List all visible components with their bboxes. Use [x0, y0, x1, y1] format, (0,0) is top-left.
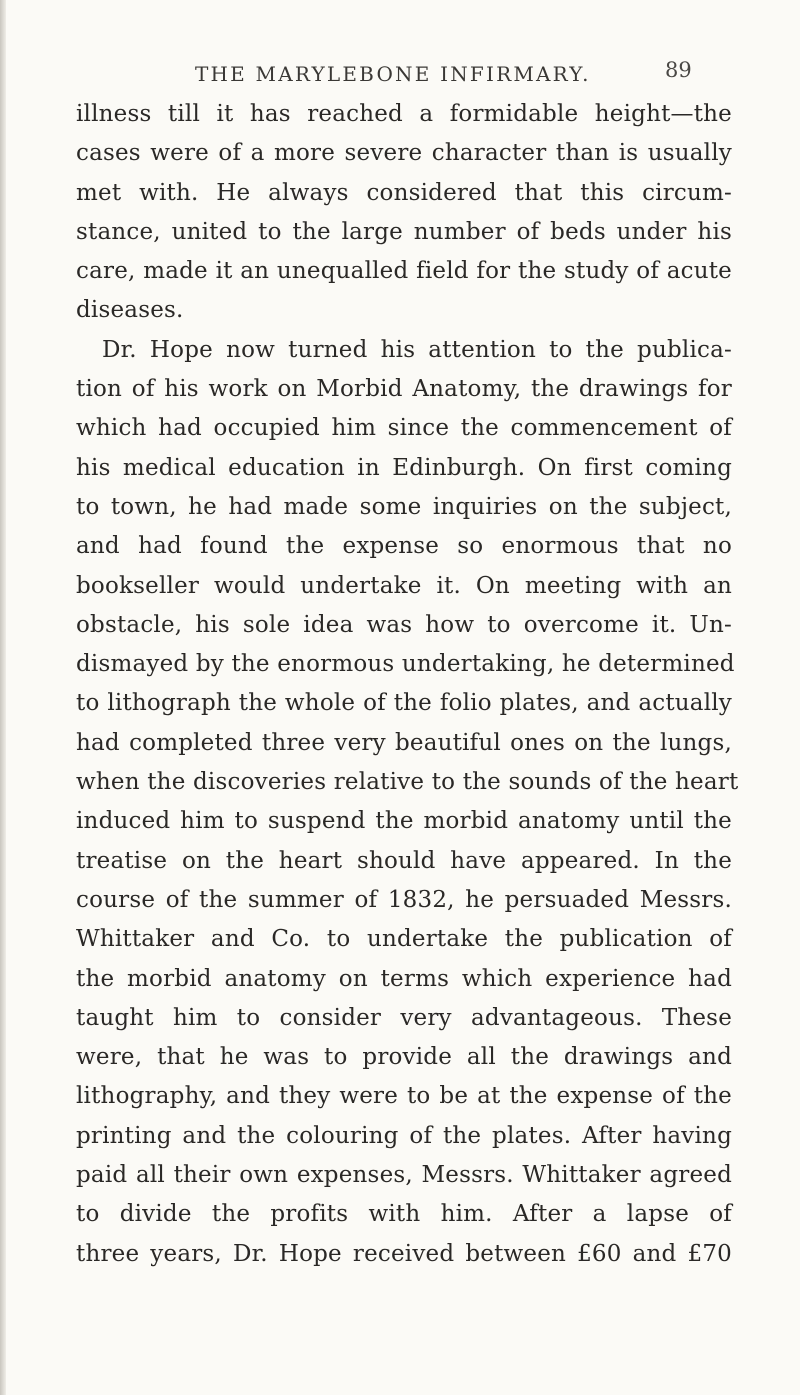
text-line: Dr. Hope now turned his attention to the publica-: [102, 336, 732, 363]
text-line: care, made it an unequalled field for the study of acute: [76, 258, 732, 285]
text-line: met with. He always considered that this circum-: [76, 179, 732, 206]
body-text: [76, 95, 739, 1274]
text-line: illness till it has reached a formidable height—the: [76, 101, 732, 127]
page-number: 89: [665, 58, 692, 82]
text-line: to town, he had made some inquiries on the subject,: [76, 493, 732, 520]
text-line: his medical education in Edinburgh. On first coming: [76, 454, 732, 481]
text-line: bookseller would undertake it. On meeting with an: [76, 572, 732, 599]
text-line: printing and the colouring of the plates. After having: [76, 1122, 732, 1149]
text-line: taught him to consider very advantageous. These: [76, 1004, 732, 1031]
text-line: tion of his work on Morbid Anatomy, the drawings for: [76, 376, 732, 403]
text-line: paid all their own expenses, Messrs. Whittaker agreed: [76, 1162, 732, 1189]
text-line: to lithograph the whole of the folio plates, and actually: [76, 690, 732, 717]
text-line: course of the summer of 1832, he persuaded Messrs.: [76, 886, 732, 913]
text-line: induced him to suspend the morbid anatomy until the: [76, 808, 732, 835]
text-line: diseases.: [76, 297, 184, 324]
text-line: Whittaker and Co. to undertake the publication of: [76, 926, 732, 953]
text-line: stance, united to the large number of beds under his: [76, 218, 732, 245]
text-line: cases were of a more severe character than is usually: [76, 140, 732, 167]
text-line: to divide the profits with him. After a lapse of: [76, 1201, 732, 1228]
text-line: and had found the expense so enormous that no: [76, 533, 732, 560]
text-line: had completed three very beautiful ones on the lungs,: [76, 729, 732, 756]
text-line: obstacle, his sole idea was how to overcome it. Un-: [76, 611, 732, 638]
text-line: lithography, and they were to be at the expense of the: [76, 1083, 732, 1110]
text-line: were, that he was to provide all the drawings and: [76, 1044, 732, 1071]
text-line: when the discoveries relative to the sounds of the heart: [76, 769, 739, 796]
text-line: which had occupied him since the commencement of: [76, 415, 732, 442]
text-line: treatise on the heart should have appeared. In the: [76, 847, 732, 874]
page-spine-shadow: [0, 0, 6, 1395]
text-line: three years, Dr. Hope received between £60 and £70: [76, 1240, 732, 1267]
running-head: THE MARYLEBONE INFIRMARY.: [195, 62, 591, 86]
text-line: the morbid anatomy on terms which experience had: [76, 965, 732, 992]
text-line: dismayed by the enormous undertaking, he determined: [76, 651, 735, 678]
